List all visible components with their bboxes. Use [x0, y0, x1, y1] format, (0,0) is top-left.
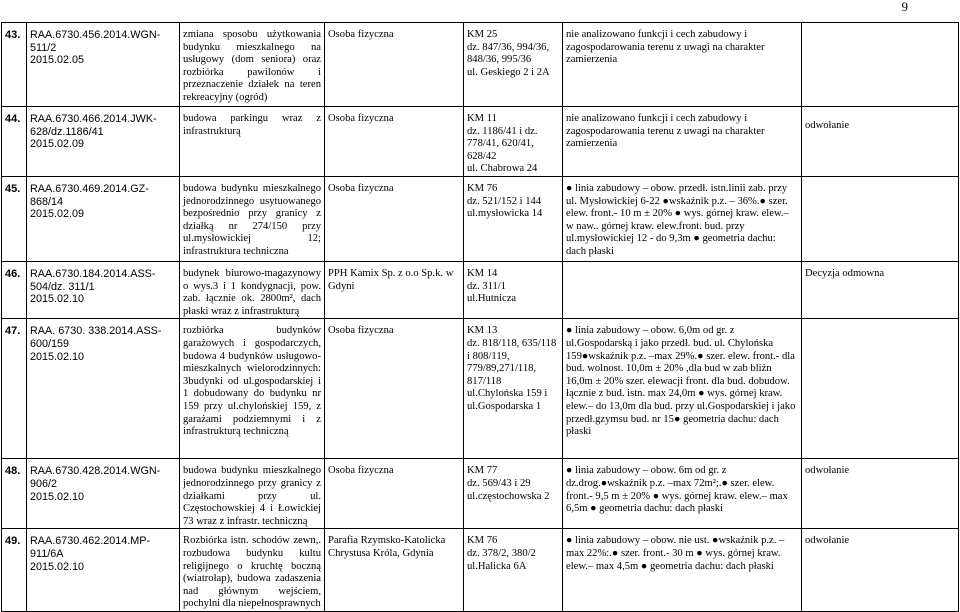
- project-description: zmiana sposobu użytkowania budynku mieszkalnego na usługowy (dom seniora) oraz rozbiórka pawilonów i przeznaczenie działek na teren rekreacyjny (ogród): [180, 23, 325, 107]
- analysis: ● linia zabudowy – obow. przedł. istn.linii zab. przy ul. Mysłowickiej 6-22 ●wskaźnik p.z. – 36%.● szer. elew. front.- 10 m ± 20% ● wys. górnej kraw. elew.– w naw.. górnej kraw. elew.front. bud. przy ul.mysłowickiej 12 - do 9,3m ● geometria dachu: dach płaski: [563, 176, 802, 261]
- investor: Osoba fizyczna: [325, 176, 464, 261]
- decision: odwołanie: [802, 459, 959, 529]
- page-number: 9: [901, 0, 908, 14]
- project-description: budynek biurowo-magazynowy o wys.3 i 1 kondygnacji, pow. zab. łącznie ok. 2800m², dach płaski wraz z infrastrukturą: [180, 261, 325, 318]
- analysis: ● linia zabudowy – obow. 6,0m od gr. z ul.Gospodarską i jako przedł. bud. ul. Chylońska 159●wskaźnik p.z. –max 29%.● szer. elew. front.- dla bud. wolnost. 10,0m ± 20% ,dla bud w zab bliźn 16,0m ± 20% szer. elewacji front. dla bud. dobudow. łącznie z bud. istn. max 24,0m ● wys. górnej kraw. elew.– do 13,0m dla bud. przy ul.Gospodarskiej i jako przedł.gzymsu bud. nr 15● geometria dachu: dach płaski: [563, 319, 802, 459]
- decision: Decyzja odmowna: [802, 261, 959, 318]
- location: KM 13 dz. 818/118, 635/118 i 808/119, 779/89,271/118, 817/118 ul.Chylońska 159 i ul.Gospodarska 1: [464, 319, 563, 459]
- location: KM 14 dz. 311/1 ul.Hutnicza: [464, 261, 563, 318]
- project-description: rozbiórka budynków garażowych i gospodarczych, budowa 4 budynków usługowo-mieszkalnych wielorodzinnych: 3budynki od ul.gospodarskiej i 1 dobudowany do budynku nr 159 przy ul.chylońskiej 159, z garażami podziemnymi i z infrastrukturą techniczną: [180, 319, 325, 459]
- analysis: nie analizowano funkcji i cech zabudowy i zagospodarowania terenu z uwagi na charakter zamierzenia: [563, 23, 802, 107]
- analysis: nie analizowano funkcji i cech zabudowy i zagospodarowania terenu z uwagi na charakter zamierzenia: [563, 107, 802, 177]
- location: KM 11 dz. 1186/41 i dz. 778/41, 620/41, 628/42 ul. Chabrowa 24: [464, 107, 563, 177]
- investor: Parafia Rzymsko-Katolicka Chrystusa Króla, Gdynia: [325, 529, 464, 612]
- investor: Osoba fizyczna: [325, 107, 464, 177]
- row-number: 43.: [2, 23, 27, 107]
- row-number: 45.: [2, 176, 27, 261]
- project-description: budowa budynku mieszkalnego jednorodzinnego przy granicy z działkami przy ul. Częstochowskiej 4 i Łowickiej 73 wraz z infrastr. techniczną: [180, 459, 325, 529]
- location: KM 76 dz. 378/2, 380/2 ul.Halicka 6A: [464, 529, 563, 612]
- location: KM 25 dz. 847/36, 994/36, 848/36, 995/36 ul. Geskiego 2 i 2A: [464, 23, 563, 107]
- table-row: [2, 23, 959, 107]
- project-description: budowa parkingu wraz z infrastrukturą: [180, 107, 325, 177]
- case-signature: RAA.6730.466.2014.JWK-628/dz.1186/41 2015.02.09: [27, 107, 180, 177]
- table-row: [2, 459, 959, 529]
- location: KM 77 dz. 569/43 i 29 ul.częstochowska 2: [464, 459, 563, 529]
- case-signature: RAA. 6730. 338.2014.ASS-600/159 2015.02.10: [27, 319, 180, 459]
- row-number: 48.: [2, 459, 27, 529]
- case-signature: RAA.6730.469.2014.GZ-868/14 2015.02.09: [27, 176, 180, 261]
- table-row: [2, 176, 959, 261]
- analysis: ● linia zabudowy – obow. 6m od gr. z dz.drog.●wskaźnik p.z. –max 72m²;.● szer. elew. front.- 9,5 m ± 20% ● wys. górnej kraw. elew.– max 6,5m ● geometria dachu: dach płaski: [563, 459, 802, 529]
- row-number: 46.: [2, 261, 27, 318]
- row-number: 44.: [2, 107, 27, 177]
- case-signature: RAA.6730.456.2014.WGN-511/2 2015.02.05: [27, 23, 180, 107]
- table-row: [2, 107, 959, 177]
- row-number: 49.: [2, 529, 27, 612]
- investor: Osoba fizyczna: [325, 23, 464, 107]
- table-row: [2, 319, 959, 459]
- analysis: ● linia zabudowy – obow. nie ust. ●wskaźnik p.z. –max 22%:.● szer. front.- 30 m ● wys. górnej kraw. elew.– max 4,5m ● geometria dachu: dach płaski: [563, 529, 802, 612]
- case-signature: RAA.6730.462.2014.MP-911/6A 2015.02.10: [27, 529, 180, 612]
- investor: PPH Kamix Sp. z o.o Sp.k. w Gdyni: [325, 261, 464, 318]
- decision: [802, 319, 959, 459]
- case-signature: RAA.6730.184.2014.ASS-504/dz. 311/1 2015.02.10: [27, 261, 180, 318]
- decision: [802, 176, 959, 261]
- project-description: budowa budynku mieszkalnego jednorodzinnego usytuowanego bezpośrednio przy granicy z działką nr 274/150 przy ul.mysłowickiej 12; infrastruktura techniczna: [180, 176, 325, 261]
- investor: Osoba fizyczna: [325, 319, 464, 459]
- table-row: [2, 529, 959, 612]
- decision: odwołanie: [802, 529, 959, 612]
- location: KM 76 dz. 521/152 i 144 ul.mysłowicka 14: [464, 176, 563, 261]
- analysis: [563, 261, 802, 318]
- decision: odwołanie: [802, 107, 959, 177]
- decisions-table: [1, 22, 959, 612]
- investor: Osoba fizyczna: [325, 459, 464, 529]
- decision: [802, 23, 959, 107]
- table-row: [2, 261, 959, 318]
- case-signature: RAA.6730.428.2014.WGN-906/2 2015.02.10: [27, 459, 180, 529]
- project-description: Rozbiórka istn. schodów zewn,. rozbudowa budynku kultu religijnego o kruchtę boczną (wiatrołap), budowa zadaszenia nad głównym wejściem, pochylni dla niepełnosprawnych: [180, 529, 325, 612]
- row-number: 47.: [2, 319, 27, 459]
